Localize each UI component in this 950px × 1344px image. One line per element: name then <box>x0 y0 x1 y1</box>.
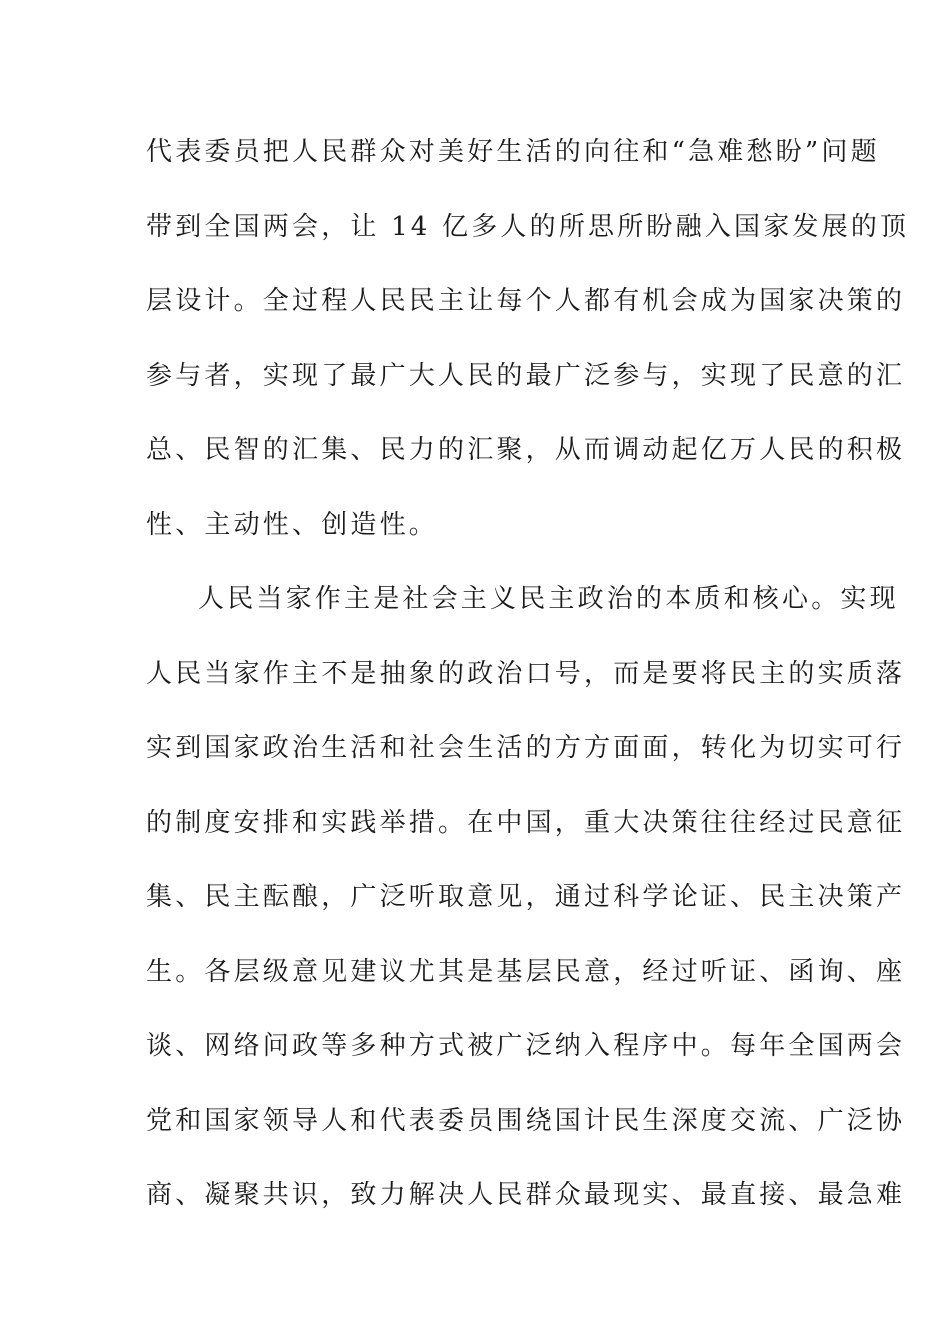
text-line: 集、民主酝酿，广泛听取意见，通过科学论证、民主决策产 <box>146 882 906 912</box>
text-line: 参与者，实现了最广大人民的最广泛参与，实现了民意的汇 <box>146 360 906 391</box>
text-line: 实到国家政治生活和社会生活的方方面面，转化为切实可行 <box>146 733 906 763</box>
text-line: 人民当家作主不是抽象的政治口号，而是要将民主的实质落 <box>146 658 906 689</box>
text-line: 性、主动性、创造性。 <box>146 509 439 540</box>
text-line: 总、民智的汇集、民力的汇聚，从而调动起亿万人民的积极 <box>146 435 906 465</box>
paragraph-start-line: 人民当家作主是社会主义民主政治的本质和核心。实现 <box>198 584 899 614</box>
text-line: 代表委员把人民群众对美好生活的向往和“急难愁盼”问题 <box>146 137 880 167</box>
text-line: 的制度安排和实践举措。在中国，重大决策往往经过民意征 <box>146 807 906 838</box>
text-line: 党和国家领导人和代表委员围绕国计民生深度交流、广泛协 <box>146 1105 906 1136</box>
text-line: 商、凝聚共识，致力解决人民群众最现实、最直接、最急难 <box>146 1180 906 1210</box>
text-line: 生。各层级意见建议尤其是基层民意，经过听证、函询、座 <box>146 956 906 987</box>
text-line: 谈、网络问政等多种方式被广泛纳入程序中。每年全国两会 <box>146 1031 906 1061</box>
text-line: 层设计。全过程人民民主让每个人都有机会成为国家决策的 <box>146 286 906 316</box>
text-line: 带到全国两会，让 14 亿多人的所思所盼融入国家发展的顶 <box>146 211 910 242</box>
body-text <box>146 122 910 1240</box>
